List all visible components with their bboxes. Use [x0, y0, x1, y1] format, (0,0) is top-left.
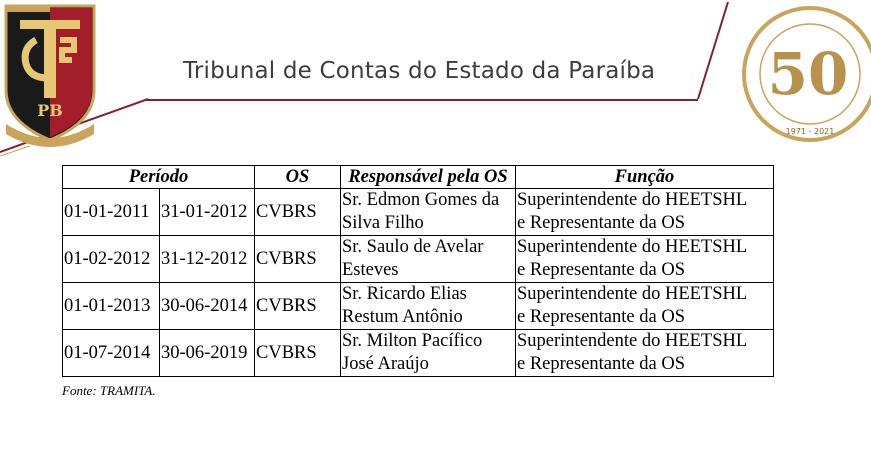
institution-title: Tribunal de Contas do Estado da Paraíba — [183, 58, 656, 84]
header-responsavel: Responsável pela OS — [341, 166, 516, 189]
seal-years: 1971 - 2021 — [785, 127, 835, 136]
cell-inicio: 01-02-2012 — [63, 236, 160, 283]
cell-fim: 30-06-2014 — [160, 283, 255, 330]
tcpb-crest-logo — [2, 2, 98, 148]
table-row — [63, 189, 774, 236]
cell-funcao: Superintendente do HEETSHL e Representante da OS — [516, 236, 774, 283]
cell-fim: 31-01-2012 — [160, 189, 255, 236]
cell-inicio: 01-01-2013 — [63, 283, 160, 330]
os-responsibles-table — [62, 165, 774, 377]
table-row — [63, 236, 774, 283]
cell-responsavel: Sr. Saulo de Avelar Esteves — [341, 236, 516, 283]
cell-funcao: Superintendente do HEETSHL e Representante da OS — [516, 189, 774, 236]
title-underline — [146, 99, 698, 101]
page-header — [0, 0, 871, 160]
header-os: OS — [255, 166, 341, 189]
table-source-note: Fonte: TRAMITA. — [62, 383, 156, 398]
cell-os: CVBRS — [255, 330, 341, 377]
seal-number: 50 — [767, 40, 849, 108]
cell-funcao: Superintendente do HEETSHL e Representante da OS — [516, 330, 774, 377]
cell-inicio: 01-01-2011 — [63, 189, 160, 236]
cell-funcao: Superintendente do HEETSHL e Representante da OS — [516, 283, 774, 330]
cell-responsavel: Sr. Milton Pacífico José Araújo — [341, 330, 516, 377]
cell-inicio: 01-07-2014 — [63, 330, 160, 377]
cell-responsavel: Sr. Ricardo Elias Restum Antônio — [341, 283, 516, 330]
cell-fim: 31-12-2012 — [160, 236, 255, 283]
svg-text:PB: PB — [37, 101, 63, 120]
cell-os: CVBRS — [255, 283, 341, 330]
cell-os: CVBRS — [255, 236, 341, 283]
header-periodo: Período — [63, 166, 255, 189]
fifty-years-seal — [738, 2, 871, 142]
table-header-row — [63, 166, 774, 189]
table-row — [63, 283, 774, 330]
cell-os: CVBRS — [255, 189, 341, 236]
header-funcao: Função — [516, 166, 774, 189]
cell-responsavel: Sr. Edmon Gomes da Silva Filho — [341, 189, 516, 236]
cell-fim: 30-06-2019 — [160, 330, 255, 377]
table-row — [63, 330, 774, 377]
